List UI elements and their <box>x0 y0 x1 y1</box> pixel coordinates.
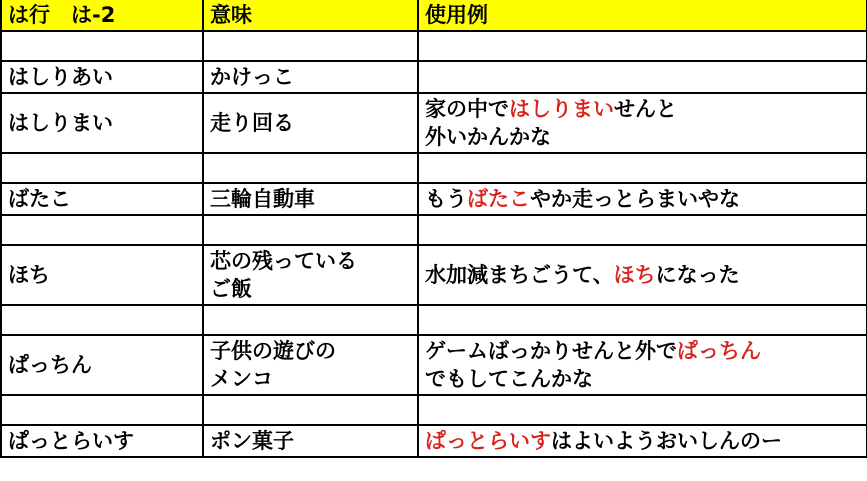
usage-text-segment: 家の中で <box>425 97 509 121</box>
usage-text-segment: もう <box>425 187 467 211</box>
word-cell: ほち <box>1 245 203 305</box>
usage-cell <box>418 305 867 335</box>
word-cell <box>1 305 203 335</box>
word-cell: はしりまい <box>1 93 203 153</box>
entry-row <box>1 335 867 395</box>
highlighted-dialect-word: はしりまい <box>509 97 614 121</box>
entry-row <box>1 183 867 215</box>
header-cell-usage-example: 使用例 <box>418 0 867 31</box>
word-cell <box>1 153 203 183</box>
table-body <box>1 31 867 457</box>
usage-cell <box>418 153 867 183</box>
spacer-row <box>1 215 867 245</box>
meaning-cell: 芯の残っている ご飯 <box>203 245 418 305</box>
meaning-cell <box>203 215 418 245</box>
usage-text-segment: ゲームばっかりせんと外で <box>425 339 677 363</box>
spacer-row <box>1 153 867 183</box>
usage-cell <box>418 395 867 425</box>
spacer-row <box>1 305 867 335</box>
meaning-cell: 子供の遊びの メンコ <box>203 335 418 395</box>
meaning-cell <box>203 395 418 425</box>
usage-cell <box>418 61 867 93</box>
entry-row <box>1 61 867 93</box>
usage-text-segment: でもしてこんかな <box>425 367 593 391</box>
highlighted-dialect-word: ほち <box>613 263 656 287</box>
header-cell-meaning: 意味 <box>203 0 418 31</box>
word-cell: ばたこ <box>1 183 203 215</box>
spacer-row <box>1 31 867 61</box>
usage-cell <box>418 31 867 61</box>
usage-text-segment: はよいようおいしんのー <box>551 429 782 453</box>
word-cell <box>1 395 203 425</box>
meaning-cell: 走り回る <box>203 93 418 153</box>
meaning-cell: 三輪自動車 <box>203 183 418 215</box>
usage-cell <box>418 245 867 305</box>
meaning-cell: かけっこ <box>203 61 418 93</box>
usage-cell <box>418 215 867 245</box>
highlighted-dialect-word: ぱっとらいす <box>425 429 551 453</box>
highlighted-dialect-word: ばたこ <box>467 187 530 211</box>
spacer-row <box>1 395 867 425</box>
meaning-cell <box>203 31 418 61</box>
meaning-cell <box>203 305 418 335</box>
usage-text-segment: になった <box>655 263 740 287</box>
usage-text-segment: 水加減まちごうて、 <box>425 263 614 287</box>
entry-row <box>1 425 867 457</box>
usage-cell <box>418 93 867 153</box>
word-cell: ぱっちん <box>1 335 203 395</box>
meaning-cell <box>203 153 418 183</box>
usage-cell <box>418 183 867 215</box>
usage-text-segment: 外いかんかな <box>425 125 551 149</box>
word-cell <box>1 215 203 245</box>
word-cell: ぱっとらいす <box>1 425 203 457</box>
header-row <box>1 0 867 31</box>
meaning-cell: ポン菓子 <box>203 425 418 457</box>
word-cell <box>1 31 203 61</box>
entry-row <box>1 245 867 305</box>
highlighted-dialect-word: ぱっちん <box>677 339 761 363</box>
entry-row <box>1 93 867 153</box>
header-cell-title: は行 は-2 <box>1 0 203 31</box>
usage-text-segment: やか走っとらまいやな <box>530 187 740 211</box>
usage-cell <box>418 335 867 395</box>
usage-cell <box>418 425 867 457</box>
word-cell: はしりあい <box>1 61 203 93</box>
usage-text-segment: せんと <box>614 97 677 121</box>
